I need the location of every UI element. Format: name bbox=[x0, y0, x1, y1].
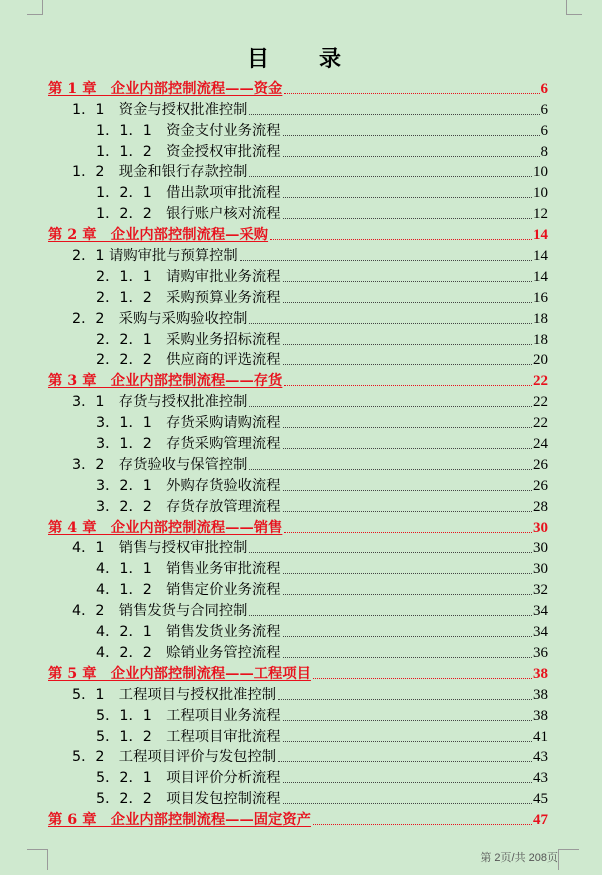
dot-leader bbox=[283, 344, 532, 345]
toc-section-entry[interactable] bbox=[48, 244, 548, 265]
toc-section-entry[interactable] bbox=[48, 599, 548, 620]
toc-entry-title: 2．1 请购审批与预算控制 bbox=[72, 248, 238, 265]
toc-page-number: 10 bbox=[533, 185, 548, 202]
dot-leader bbox=[283, 741, 532, 742]
toc-page-number: 45 bbox=[533, 791, 548, 808]
toc-page-number: 34 bbox=[533, 624, 548, 641]
toc-section-entry[interactable] bbox=[48, 746, 548, 767]
toc-page-number: 26 bbox=[533, 477, 548, 494]
toc-subsection-entry[interactable] bbox=[48, 202, 548, 223]
toc-subsection-entry[interactable] bbox=[48, 265, 548, 286]
toc-entry-title: 4．1 销售与授权审批控制 bbox=[72, 540, 248, 557]
dot-leader bbox=[283, 657, 532, 658]
toc-page-number: 43 bbox=[533, 749, 548, 766]
toc-subsection-entry[interactable] bbox=[48, 557, 548, 578]
dot-leader bbox=[249, 615, 532, 616]
toc-title: 目 录 bbox=[246, 46, 355, 72]
toc-entry-title: 3．1 存货与授权批准控制 bbox=[72, 394, 248, 411]
dot-leader bbox=[283, 573, 532, 574]
toc-chapter-entry[interactable] bbox=[48, 808, 548, 829]
toc-entry-title: 1．2．1 借出款项审批流程 bbox=[96, 185, 281, 202]
toc-page-number: 34 bbox=[533, 603, 548, 620]
dot-leader bbox=[283, 720, 532, 721]
toc-page-number: 18 bbox=[533, 331, 548, 348]
toc-entry-title: 5．2 工程项目评价与发包控制 bbox=[72, 749, 277, 766]
toc-subsection-entry[interactable] bbox=[48, 578, 548, 599]
crop-mark-bottom-left bbox=[27, 849, 48, 870]
dot-leader bbox=[283, 218, 532, 219]
toc-subsection-entry[interactable] bbox=[48, 704, 548, 725]
toc-subsection-entry[interactable] bbox=[48, 328, 548, 349]
dot-leader bbox=[283, 302, 532, 303]
toc-page-number: 30 bbox=[533, 561, 548, 578]
toc-section-entry[interactable] bbox=[48, 161, 548, 182]
toc-entry-title: 第 5 章 企业内部控制流程——工程项目 bbox=[48, 665, 311, 682]
toc-entry-title: 1．1．1 资金支付业务流程 bbox=[96, 122, 281, 139]
dot-leader bbox=[283, 803, 532, 804]
toc-page-number: 16 bbox=[533, 289, 548, 306]
dot-leader bbox=[283, 135, 540, 136]
crop-mark-top-left bbox=[27, 0, 43, 15]
toc-entry-title: 2．2．1 采购业务招标流程 bbox=[96, 331, 281, 348]
dot-leader bbox=[278, 699, 532, 700]
dot-leader bbox=[249, 469, 532, 470]
dot-leader bbox=[249, 323, 532, 324]
toc-entry-title: 5．1．2 工程项目审批流程 bbox=[96, 728, 281, 745]
toc-subsection-entry[interactable] bbox=[48, 140, 548, 161]
table-of-contents bbox=[48, 77, 548, 829]
crop-mark-top-right bbox=[566, 0, 582, 15]
toc-page-number: 18 bbox=[533, 310, 548, 327]
toc-page-number: 24 bbox=[533, 436, 548, 453]
toc-page-number: 38 bbox=[533, 707, 548, 724]
toc-entry-title: 2．1．2 采购预算业务流程 bbox=[96, 289, 281, 306]
toc-page-number: 22 bbox=[533, 415, 548, 432]
toc-page-number: 28 bbox=[533, 498, 548, 515]
toc-section-entry[interactable] bbox=[48, 307, 548, 328]
dot-leader bbox=[283, 636, 532, 637]
toc-entry-title: 第 3 章 企业内部控制流程——存货 bbox=[48, 373, 283, 390]
toc-page-number: 30 bbox=[533, 540, 548, 557]
toc-page-number: 14 bbox=[533, 248, 548, 265]
dot-leader bbox=[249, 406, 532, 407]
toc-chapter-entry[interactable] bbox=[48, 77, 548, 98]
toc-entry-title: 2．2 采购与采购验收控制 bbox=[72, 310, 248, 327]
toc-page-number: 12 bbox=[533, 206, 548, 223]
toc-page-number: 30 bbox=[533, 519, 548, 536]
toc-entry-title: 2．1．1 请购审批业务流程 bbox=[96, 268, 281, 285]
dot-leader bbox=[283, 782, 532, 783]
toc-section-entry[interactable] bbox=[48, 453, 548, 474]
toc-entry-title: 2．2．2 供应商的评选流程 bbox=[96, 352, 281, 369]
dot-leader bbox=[249, 552, 532, 553]
toc-page-number: 14 bbox=[533, 227, 548, 244]
toc-subsection-entry[interactable] bbox=[48, 411, 548, 432]
dot-leader bbox=[313, 678, 532, 679]
dot-leader bbox=[283, 427, 532, 428]
toc-entry-title: 5．1．1 工程项目业务流程 bbox=[96, 707, 281, 724]
dot-leader bbox=[284, 385, 532, 386]
dot-leader bbox=[283, 156, 540, 157]
toc-page-number: 38 bbox=[533, 665, 548, 682]
toc-section-entry[interactable] bbox=[48, 390, 548, 411]
toc-entry-title: 4．2．2 赊销业务管控流程 bbox=[96, 644, 281, 661]
toc-page-number: 47 bbox=[533, 812, 548, 829]
toc-entry-title: 4．1．2 销售定价业务流程 bbox=[96, 582, 281, 599]
toc-page-number: 10 bbox=[533, 164, 548, 181]
page-counter: 第 2页/共 208页 bbox=[480, 852, 558, 864]
toc-subsection-entry[interactable] bbox=[48, 286, 548, 307]
toc-entry-title: 5．2．1 项目评价分析流程 bbox=[96, 770, 281, 787]
toc-entry-title: 4．2 销售发货与合同控制 bbox=[72, 603, 248, 620]
toc-entry-title: 3．1．1 存货采购请购流程 bbox=[96, 415, 281, 432]
toc-subsection-entry[interactable] bbox=[48, 641, 548, 662]
toc-entry-title: 5．2．2 项目发包控制流程 bbox=[96, 791, 281, 808]
toc-entry-title: 第 2 章 企业内部控制流程—采购 bbox=[48, 227, 269, 244]
toc-page-number: 26 bbox=[533, 456, 548, 473]
dot-leader bbox=[283, 197, 532, 198]
toc-page-number: 8 bbox=[540, 143, 548, 160]
dot-leader bbox=[284, 532, 532, 533]
toc-chapter-entry[interactable] bbox=[48, 223, 548, 244]
crop-mark-bottom-right bbox=[558, 849, 579, 870]
toc-page-number: 32 bbox=[533, 582, 548, 599]
toc-page-number: 36 bbox=[533, 644, 548, 661]
toc-section-entry[interactable] bbox=[48, 98, 548, 119]
toc-entry-title: 4．2．1 销售发货业务流程 bbox=[96, 624, 281, 641]
dot-leader bbox=[284, 93, 539, 94]
dot-leader bbox=[283, 511, 532, 512]
toc-page-number: 22 bbox=[533, 394, 548, 411]
dot-leader bbox=[278, 761, 532, 762]
toc-page-number: 43 bbox=[533, 770, 548, 787]
dot-leader bbox=[270, 239, 532, 240]
toc-subsection-entry[interactable] bbox=[48, 766, 548, 787]
toc-subsection-entry[interactable] bbox=[48, 181, 548, 202]
toc-subsection-entry[interactable] bbox=[48, 620, 548, 641]
toc-subsection-entry[interactable] bbox=[48, 432, 548, 453]
toc-entry-title: 1．1．2 资金授权审批流程 bbox=[96, 143, 281, 160]
toc-entry-title: 3．2．2 存货存放管理流程 bbox=[96, 498, 281, 515]
toc-subsection-entry[interactable] bbox=[48, 495, 548, 516]
toc-chapter-entry[interactable] bbox=[48, 516, 548, 537]
dot-leader bbox=[313, 824, 532, 825]
toc-page-number: 6 bbox=[540, 101, 548, 118]
toc-chapter-entry[interactable] bbox=[48, 662, 548, 683]
toc-entry-title: 1．2．2 银行账户核对流程 bbox=[96, 206, 281, 223]
toc-subsection-entry[interactable] bbox=[48, 349, 548, 370]
dot-leader bbox=[283, 364, 532, 365]
toc-entry-title: 1．2 现金和银行存款控制 bbox=[72, 164, 248, 181]
toc-page-number: 6 bbox=[540, 80, 548, 97]
toc-chapter-entry[interactable] bbox=[48, 369, 548, 390]
toc-page-number: 22 bbox=[533, 373, 548, 390]
toc-page-number: 6 bbox=[540, 122, 548, 139]
toc-entry-title: 第 1 章 企业内部控制流程——资金 bbox=[48, 80, 283, 97]
toc-subsection-entry[interactable] bbox=[48, 474, 548, 495]
toc-entry-title: 5．1 工程项目与授权批准控制 bbox=[72, 686, 277, 703]
toc-entry-title: 3．2 存货验收与保管控制 bbox=[72, 456, 248, 473]
toc-entry-title: 3．2．1 外购存货验收流程 bbox=[96, 477, 281, 494]
toc-page-number: 41 bbox=[533, 728, 548, 745]
toc-section-entry[interactable] bbox=[48, 537, 548, 558]
toc-subsection-entry[interactable] bbox=[48, 787, 548, 808]
toc-entry-title: 1．1 资金与授权批准控制 bbox=[72, 101, 248, 118]
toc-entry-title: 第 4 章 企业内部控制流程——销售 bbox=[48, 519, 283, 536]
toc-subsection-entry[interactable] bbox=[48, 119, 548, 140]
dot-leader bbox=[249, 114, 539, 115]
toc-subsection-entry[interactable] bbox=[48, 725, 548, 746]
toc-page-number: 38 bbox=[533, 686, 548, 703]
toc-entry-title: 第 6 章 企业内部控制流程——固定资产 bbox=[48, 812, 311, 829]
toc-page-number: 14 bbox=[533, 268, 548, 285]
toc-entry-title: 3．1．2 存货采购管理流程 bbox=[96, 436, 281, 453]
dot-leader bbox=[249, 176, 532, 177]
dot-leader bbox=[283, 281, 532, 282]
toc-section-entry[interactable] bbox=[48, 683, 548, 704]
dot-leader bbox=[283, 448, 532, 449]
dot-leader bbox=[283, 594, 532, 595]
toc-entry-title: 4．1．1 销售业务审批流程 bbox=[96, 561, 281, 578]
dot-leader bbox=[240, 260, 532, 261]
dot-leader bbox=[283, 490, 532, 491]
toc-page-number: 20 bbox=[533, 352, 548, 369]
